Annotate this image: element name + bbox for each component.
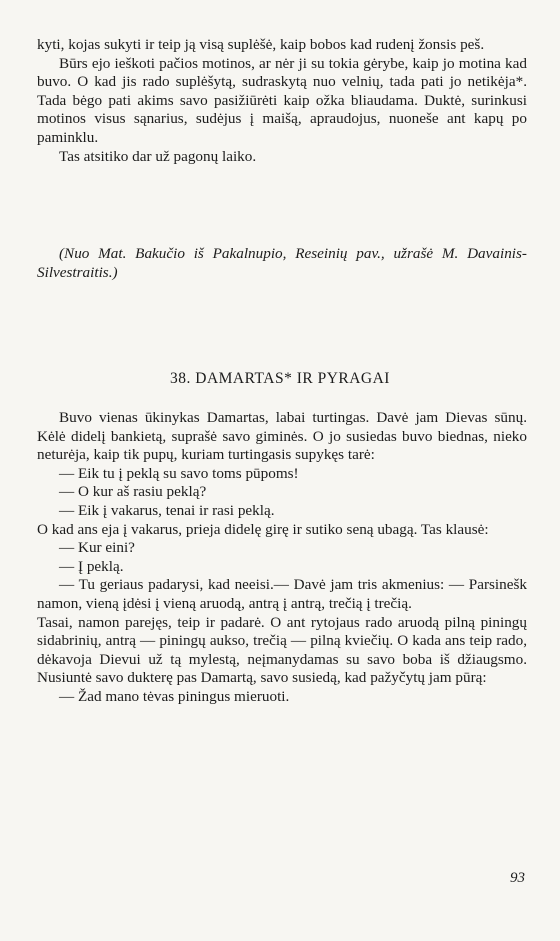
- paragraph: Būrs ejo ieškoti pačios motinos, ar nėr ji su tokia gėrybe, kaip jo motina kad buvo. O kad jis rado suplėšytą, sudraskytą nuo velnių, tada pati jo netikėja*. Tada bėgo pati akims savo pasižiūrėti kaip ožka bliaudama. Duktė, surinkusi motinos visus sąnarius, sudėjus į maišą, apraudojus, nuoneše ant kapų po paminklu.: [37, 54, 527, 146]
- source-note: (Nuo Mat. Bakučio iš Pakalnupio, Reseinių pav., užrašė M. Davainis-Silvestraitis.): [37, 245, 527, 281]
- paragraph: Tasai, namon parejęs, teip ir padarė. O ant rytojaus rado aruodą pilną piningų sidabrinių, antrą — piningų aukso, trečią — pilną kviečių. O kada ans teip rado, dėkavoja Dievui už tą mylestą, neįmanydamas su savo boba iš džiaugsmo. Nusiuntė savo dukterę pas Damartą, savo susiedą, kad pažyčytų jam pūrą:: [37, 613, 527, 687]
- paragraph-continuation: kyti, kojas sukyti ir teip ją visą suplėšė, kaip bobos kad rudenį žonsis peš.: [37, 36, 485, 53]
- dialog-line: — Į peklą.: [59, 557, 124, 575]
- dialog-line: — Eik į vakarus, tenai ir rasi peklą.: [59, 501, 275, 519]
- paragraph: Tas atsitiko dar už pagonų laiko.: [59, 147, 257, 165]
- page-number: 93: [510, 870, 525, 886]
- top-text-block: [37, 36, 527, 166]
- dialog-line: — Tu geriaus padarysi, kad neeisi.— Davė jam tris akmenius: — Parsinešk namon, vieną įdėsi į vieną aruodą, antrą į antrą, trečią į trečią.: [37, 576, 527, 612]
- story-text-block: [37, 409, 527, 707]
- story-heading: 38. DAMARTAS* IR PYRAGAI: [170, 370, 390, 387]
- paragraph: Buvo vienas ūkinykas Damartas, labai turtingas. Davė jam Dievas sūnų. Kėlė didelį bankietą, suprašė savo giminės. O jo susiedas buvo biednas, nieko neturėja, kaip tik pupų, kuriam turtingasis supykęs tarė:: [37, 409, 527, 464]
- dialog-line: — Eik tu į peklą su savo toms pūpoms!: [59, 464, 299, 482]
- dialog-line: — Žad mano tėvas piningus mieruoti.: [59, 687, 290, 705]
- dialog-line: — O kur aš rasiu peklą?: [59, 483, 207, 501]
- dialog-line: — Kur eini?: [59, 539, 135, 557]
- source-note-block: [37, 245, 527, 282]
- paragraph: O kad ans eja į vakarus, prieja didelę girę ir sutiko seną ubagą. Tas klausė:: [37, 520, 489, 538]
